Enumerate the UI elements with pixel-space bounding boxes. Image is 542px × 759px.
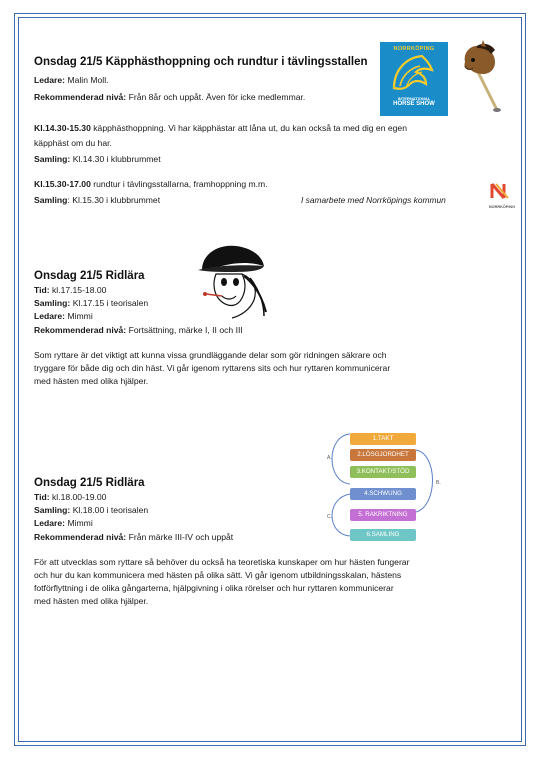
bracket-label-b: B. [436,480,441,486]
section3-para-line4: med hästen med olika hjälper. [34,596,149,606]
training-step-1: 1.TAKT [350,433,416,445]
section1-heading: Onsdag 21/5 Käpphästhoppning och rundtur i tävlingsstallen [34,56,368,68]
section3-leader [34,517,93,530]
section1-time1 [34,122,407,135]
section1-gather2 [34,194,160,207]
logo-sub-small: INTERNATIONAL [397,96,431,101]
hobby-horse-icon [455,40,505,112]
horse-show-logo [380,42,448,116]
gather-label: Samling: [34,298,71,308]
gather2-label: Samling [34,195,68,205]
leader-value: Malin Moll. [67,75,109,85]
time2-label: Kl.15.30-17.00 [34,179,91,189]
section2-para-line1: Som ryttare är det viktigt att kunna vissa grundläggande delar som gör ridningen säkrare och [34,350,387,360]
leader-value: Mimmi [67,518,93,528]
level-value: Från 8år och uppåt. Även för icke medlemmar. [128,92,306,102]
time-value: kl.17.15-18.00 [51,285,107,295]
gather-value: Kl.18.00 i teorisalen [72,505,149,515]
bracket-label-c: C. [327,514,332,520]
level-value: Från märke III-IV och uppåt [128,532,234,542]
cartoon-horse-icon [192,240,274,322]
level-label: Rekommenderad nivå: [34,532,127,542]
section2-time [34,284,106,297]
section3-para-line1: För att utvecklas som ryttare så behöver du också ha teoretiska kunskaper om hur hästen fungerar [34,557,410,567]
section1-level [34,91,305,104]
training-step-3: 3.KONTAKT/STÖD [350,466,416,478]
gather1-value: Kl.14.30 i klubbrummet [72,154,161,164]
gather-value: Kl.17.15 i teorisalen [72,298,149,308]
training-scale-brackets [320,428,444,544]
section3-time [34,491,106,504]
norrkoping-municipality-logo [484,180,518,204]
time1-label: Kl.14.30-15.30 [34,123,91,133]
section1-time1-cont: käpphäst om du har. [34,138,112,148]
section1-leader [34,74,109,87]
time-label: Tid: [34,285,50,295]
section2-level [34,324,243,337]
gather1-label: Samling: [34,154,71,164]
training-step-6: 6.SAMLING [350,529,416,541]
section2-heading: Onsdag 21/5 Ridlära [34,270,145,282]
section2-para-line2: tryggare för både dig och din häst. Vi går igenom ryttarens sits och hur ryttaren kommunicerar [34,363,391,373]
leader-label: Ledare: [34,75,66,85]
cooperation-note: I samarbete med Norrköpings kommun [301,195,446,205]
leader-label: Ledare: [34,311,66,321]
bracket-label-a: A. [327,455,332,461]
section2-para-line3: med hästen med olika hjälper. [34,376,149,386]
section3-para-line2: och hur du kan kommunicera med hästen på olika sätt. Vi går igenom utbildningsskalan, hästens [34,570,402,580]
logo-sub-big: HORSE SHOW [393,101,435,107]
time1-text: käpphästhoppning. Vi har käpphästar att låna ut, du kan också ta med dig en egen [93,123,407,133]
training-step-5: 5. RAKRIKTNING [350,509,416,521]
gather-label: Samling: [34,505,71,515]
leader-label: Ledare: [34,518,66,528]
level-value: Fortsättning, märke I, II och III [128,325,243,335]
training-step-2: 2.LÖSGJORDHET [350,449,416,461]
section3-level [34,531,233,544]
time-value: kl.18.00-19.00 [51,492,107,502]
section3-para-line3: fotförflyttning i de olika gångarterna, hjälpgivning i olika rörelser och hur ryttaren kommunicerar [34,583,394,593]
section2-gather [34,297,148,310]
section3-gather [34,504,148,517]
section1-gather1 [34,153,161,166]
section2-leader [34,310,93,323]
municipality-logo-text: NORRKÖPING [488,205,516,209]
section1-time2 [34,178,268,191]
training-step-4: 4.SCHWUNG [350,488,416,500]
time-label: Tid: [34,492,50,502]
leader-value: Mimmi [67,311,93,321]
time2-text: rundtur i tävlingsstallarna, framhoppning m.m. [93,179,268,189]
section3-heading: Onsdag 21/5 Ridlära [34,477,145,489]
logo-top-text: NORRKÖPING [393,46,435,52]
gather2-value: : Kl.15.30 i klubbrummet [67,195,161,205]
level-label: Rekommenderad nivå: [34,325,127,335]
level-label: Rekommenderad nivå: [34,92,127,102]
